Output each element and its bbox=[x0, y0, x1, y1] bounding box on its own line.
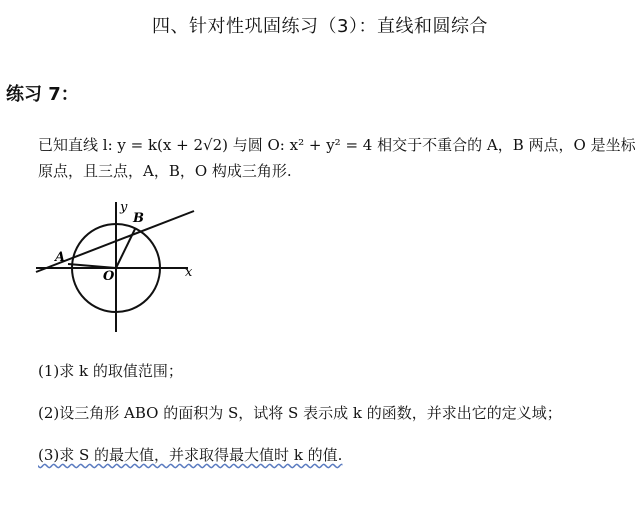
point-o-label: O bbox=[103, 269, 115, 284]
question-part-2: (2)设三角形 ABO 的面积为 S，试将 S 表示成 k 的函数，并求出它的定义域； bbox=[38, 404, 562, 422]
point-a-label: A bbox=[55, 250, 66, 265]
question-part-1: (1)求 k 的取值范围； bbox=[38, 362, 183, 380]
page-title: 四、针对性巩固练习（3）：直线和圆综合 bbox=[152, 16, 488, 37]
y-axis-label: y bbox=[120, 200, 128, 215]
segment-ob bbox=[116, 229, 135, 268]
problem-text: 已知直线 l: y = k(x + 2√2) 与圆 O: x² + y² = 4 相交于不重合的 A，B 两点，O 是坐标原点，且三点，A，B，O 构成三角形. bbox=[38, 136, 636, 180]
point-b-label: B bbox=[133, 211, 144, 226]
question-part-3: (3)求 S 的最大值，并求取得最大值时 k 的值. bbox=[38, 446, 343, 464]
geometry-figure bbox=[34, 198, 202, 334]
x-axis-label: x bbox=[185, 265, 193, 280]
exercise-label: 练习 7： bbox=[6, 84, 79, 105]
problem-statement bbox=[38, 132, 636, 184]
